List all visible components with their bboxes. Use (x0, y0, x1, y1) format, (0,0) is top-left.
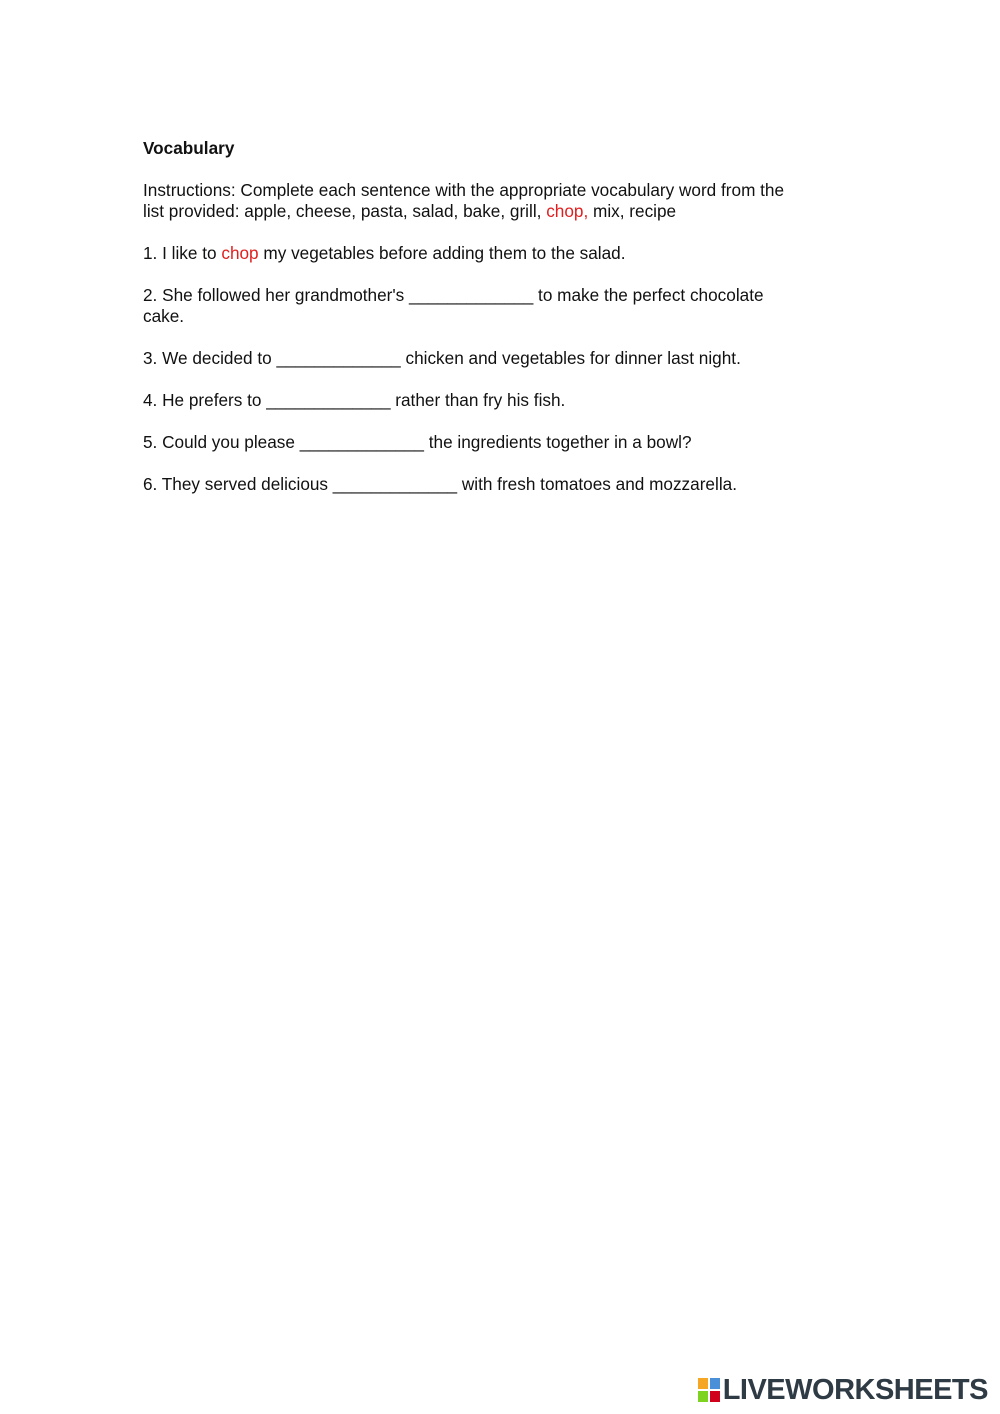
exercise-item-1-end: my vegetables before adding them to the salad. (258, 243, 626, 263)
liveworksheets-logo-icon (698, 1378, 720, 1402)
exercise-item-1-answer: chop (221, 243, 259, 263)
instructions-line-1: Instructions: Complete each sentence with the appropriate vocabulary word from the (143, 180, 785, 200)
liveworksheets-watermark (698, 1374, 988, 1406)
exercise-item-5: 5. Could you please _____________ the ingredients together in a bowl? (143, 432, 692, 452)
exercise-item-6: 6. They served delicious _____________ with fresh tomatoes and mozzarella. (143, 474, 737, 494)
instructions-line-2-start: list provided: apple, cheese, pasta, salad, bake, grill, (143, 201, 547, 221)
worksheet-content (143, 138, 843, 516)
exercise-item-4: 4. He prefers to _____________ rather than fry his fish. (143, 390, 566, 410)
worksheet-title: Vocabulary (143, 138, 235, 158)
exercise-item-2-line-2: cake. (143, 306, 185, 326)
exercise-item-1 (143, 243, 843, 264)
instructions-line-2-end: mix, recipe (588, 201, 677, 221)
exercise-item-2 (143, 285, 843, 327)
instructions-highlight-word: chop, (546, 201, 589, 221)
exercise-item-2-line-1: 2. She followed her grandmother's _____________ to make the perfect chocolate (143, 285, 764, 305)
liveworksheets-wordmark: LIVEWORKSHEETS (722, 1373, 988, 1406)
exercise-item-3: 3. We decided to _____________ chicken and vegetables for dinner last night. (143, 348, 741, 368)
exercise-item-1-start: 1. I like to (143, 243, 222, 263)
instructions (143, 180, 843, 222)
